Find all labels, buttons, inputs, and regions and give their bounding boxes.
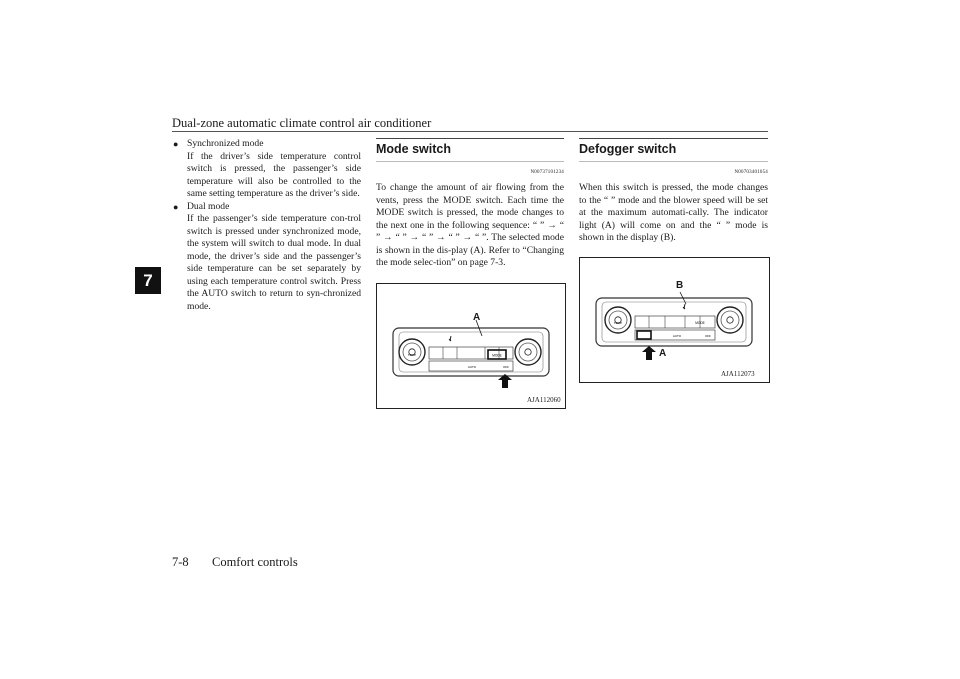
mode-switch-section: [376, 138, 564, 270]
temp-label-left: TEMP: [407, 353, 417, 357]
page-number: 7-8: [172, 555, 189, 569]
auto-label: AUTO: [672, 334, 682, 338]
figure-label-a: A: [659, 348, 667, 359]
left-column: [173, 138, 361, 313]
figure-label-b: B: [676, 280, 684, 291]
bullet-dot-icon: ●: [173, 201, 179, 212]
defogger-switch-title: Defogger switch: [579, 138, 768, 162]
temp-label-left: TEMP: [613, 321, 623, 325]
defogger-figure-id: AJA112073: [721, 370, 755, 378]
footer-section: Comfort controls: [212, 555, 298, 569]
mode-label: MODE: [492, 353, 502, 358]
bullet-title: Synchronized mode: [187, 138, 264, 149]
header-title: Dual-zone automatic climate control air conditioner: [172, 116, 432, 130]
defogger-pointer-arrow-icon: [642, 346, 656, 360]
climate-panel-illustration: [580, 258, 769, 382]
bullet-body: If the passenger’s side temperature con-trol switch is pressed under synchronized mode, the system will switch to dual mode. In dual mode, the driver’s side and the passenger’s side temperature can be set separately by using each temperature control switch. Press the AUTO switch to return to syn-chronized mode.: [187, 213, 361, 312]
climate-panel-illustration: [377, 284, 565, 408]
defogger-switch-section: [579, 138, 768, 245]
mode-switch-title: Mode switch: [376, 138, 564, 162]
off-label: OFF: [705, 334, 711, 338]
mode-switch-code: N00737101234: [530, 169, 564, 175]
mode-switch-figure: [376, 283, 566, 409]
defogger-switch-text: When this switch is pressed, the mode changes to the “ ” mode and the blower speed will be set at the maximum automati-cally. The indicator light (A) will come on and the “ ” mode is shown in the display (B).: [579, 182, 768, 243]
mode-figure-id: AJA112060: [527, 396, 561, 404]
mode-switch-text: To change the amount of air flowing from the vents, press the MODE switch. Each time the MODE switch is pressed, the mode changes to the next one in the following sequence: “ ” → “ ” → “ ” → “ ” → “ ” → “ ”. The selected mode is shown in the dis-play (A). Refer to “Changing the mode selec-tion” on page 7-3.: [376, 182, 564, 268]
bullet-dual-mode: [173, 201, 361, 314]
defogger-switch-figure: [579, 257, 770, 383]
bullet-body: If the driver’s side temperature control switch is pressed, the passenger’s side temperature will also be controlled to the same setting temperature as the driver’s side.: [187, 150, 361, 199]
header-rule: [172, 131, 768, 132]
chapter-tab: 7: [135, 267, 161, 294]
auto-label: AUTO: [467, 365, 477, 369]
bullet-dot-icon: ●: [173, 139, 179, 149]
figure-label-a: A: [473, 312, 481, 323]
bullet-synchronized-mode: [173, 138, 361, 201]
off-label: OFF: [503, 365, 509, 369]
mode-label: MODE: [695, 321, 705, 325]
defogger-switch-code: N00703401054: [734, 169, 768, 175]
bullet-title: Dual mode: [187, 200, 230, 212]
